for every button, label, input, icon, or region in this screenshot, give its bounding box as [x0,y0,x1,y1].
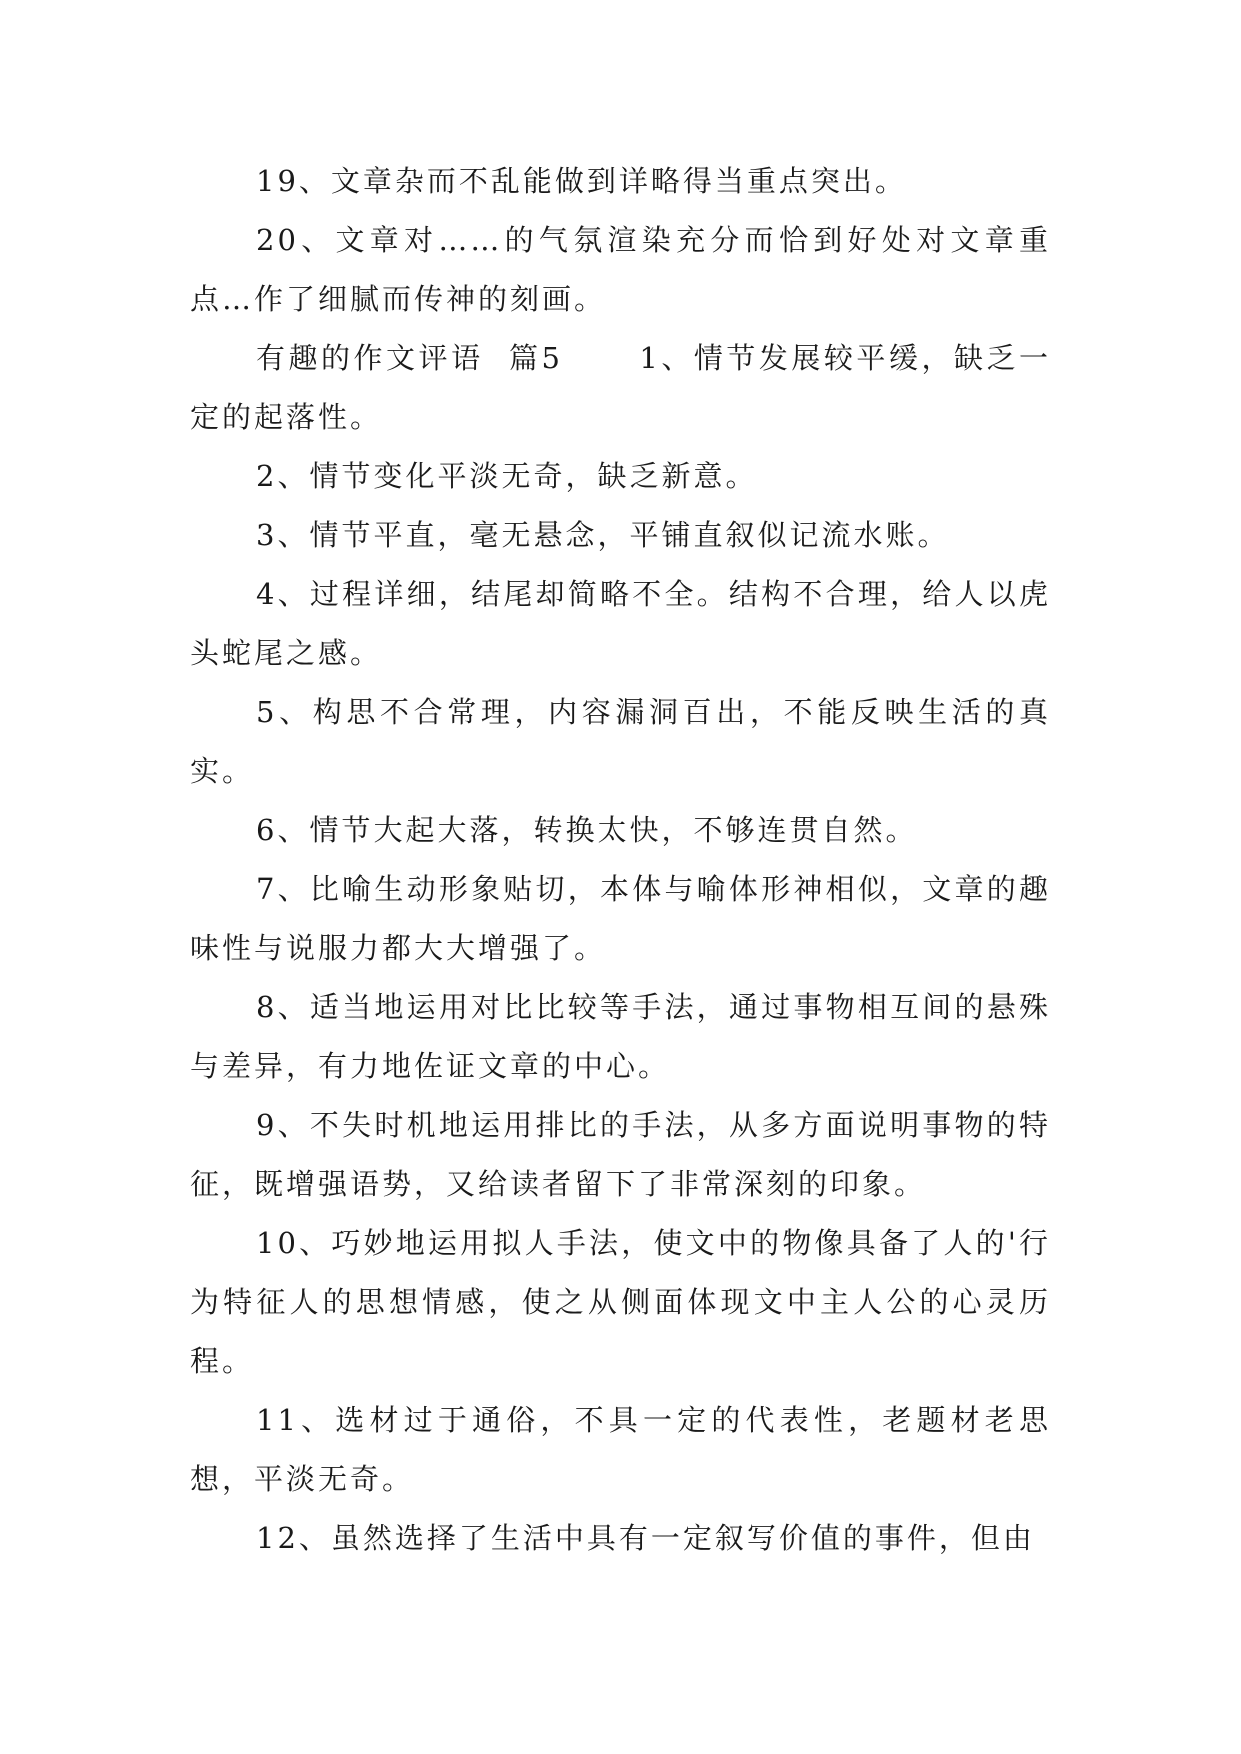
section-heading-paragraph: 有趣的作文评语 篇5 1、情节发展较平缓，缺乏一定的起落性。 [190,341,1051,434]
paragraph-5: 5、构思不合常理，内容漏洞百出，不能反映生活的真实。 [190,695,1051,788]
document-page [190,152,1051,1568]
paragraph-2: 2、情节变化平淡无奇，缺乏新意。 [256,459,758,493]
paragraph-9: 9、不失时机地运用排比的手法，从多方面说明事物的特征，既增强语势，又给读者留下了非常深刻的印象。 [190,1108,1051,1201]
paragraph-12: 12、虽然选择了生活中具有一定叙写价值的事件，但由 [256,1521,1035,1555]
paragraph-20: 20、文章对……的气氛渲染充分而恰到好处对文章重点…作了细腻而传神的刻画。 [190,223,1051,316]
paragraph-11: 11、选材过于通俗，不具一定的代表性，老题材老思想，平淡无奇。 [190,1403,1051,1496]
paragraph-7: 7、比喻生动形象贴切，本体与喻体形神相似，文章的趣味性与说服力都大大增强了。 [190,872,1051,965]
paragraph-10: 10、巧妙地运用拟人手法，使文中的物像具备了人的'行为特征人的思想情感，使之从侧面体现文中主人公的心灵历程。 [190,1226,1051,1378]
paragraph-4: 4、过程详细，结尾却简略不全。结构不合理，给人以虎头蛇尾之感。 [190,577,1051,670]
paragraph-8: 8、适当地运用对比比较等手法，通过事物相互间的悬殊与差异，有力地佐证文章的中心。 [190,990,1051,1083]
paragraph-3: 3、情节平直，毫无悬念，平铺直叙似记流水账。 [256,518,950,552]
paragraph-19: 19、文章杂而不乱能做到详略得当重点突出。 [256,164,907,198]
paragraph-6: 6、情节大起大落，转换太快，不够连贯自然。 [256,813,918,847]
